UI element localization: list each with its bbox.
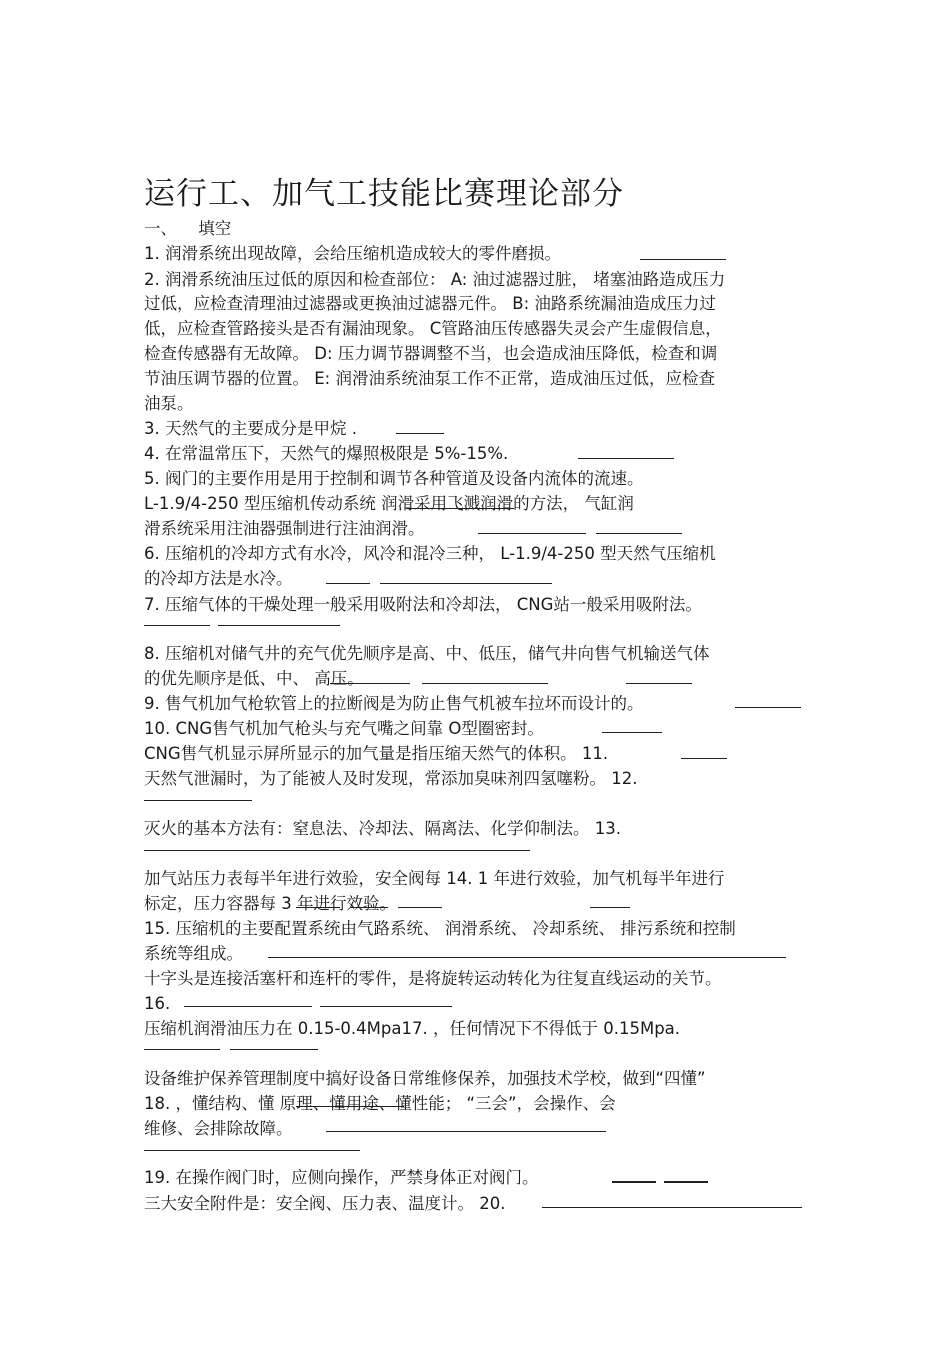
answer-blank bbox=[326, 1131, 606, 1132]
answer-blank bbox=[406, 508, 514, 509]
answer-blank bbox=[612, 1181, 656, 1183]
text-line: L-1.9/4-250 型压缩机传动系统 润滑采用飞溅润滑的方法， 气缸润 bbox=[144, 494, 634, 513]
text-line: 16. bbox=[144, 994, 171, 1013]
answer-blank bbox=[296, 1106, 404, 1107]
answer-blank bbox=[144, 850, 530, 851]
answer-blank bbox=[268, 957, 786, 958]
text-line: 的冷却方法是水冷。 bbox=[144, 569, 293, 588]
answer-blank bbox=[380, 583, 552, 584]
answer-blank bbox=[478, 533, 586, 534]
text-line: 1. 润滑系统出现故障，会给压缩机造成较大的零件磨损。 bbox=[144, 244, 561, 263]
text-line: 5. 阀门的主要作用是用于控制和调节各种管道及设备内流体的流速。 bbox=[144, 469, 644, 488]
text-line: 灭火的基本方法有：窒息法、冷却法、隔离法、化学仰制法。 13. bbox=[144, 819, 621, 838]
answer-blank bbox=[296, 907, 340, 908]
text-line: 油泵。 bbox=[144, 394, 194, 413]
answer-blank bbox=[144, 1049, 220, 1050]
answer-blank bbox=[626, 683, 692, 684]
text-line: CNG售气机显示屏所显示的加气量是指压缩天然气的体积。 11. bbox=[144, 744, 609, 763]
text-line: 过低，应检查清理油过滤器或更换油过滤器元件。 B: 油路系统漏油造成压力过 bbox=[144, 294, 716, 313]
text-line: 15. 压缩机的主要配置系统由气路系统、 润滑系统、 冷却系统、 排污系统和控制 bbox=[144, 919, 736, 938]
text-line: 18. ，懂结构、懂 原理、懂用途、懂性能； “三会”，会操作、会 bbox=[144, 1094, 616, 1113]
answer-blank bbox=[326, 583, 370, 584]
answer-blank bbox=[422, 683, 548, 684]
text-line: 节油压调节器的位置。 E: 润滑油系统油泵工作不正常，造成油压过低，应检查 bbox=[144, 369, 715, 388]
answer-blank bbox=[144, 625, 210, 626]
text-line: 十字头是连接活塞杆和连杆的零件，是将旋转运动转化为往复直线运动的关节。 bbox=[144, 969, 722, 988]
text-line: 3. 天然气的主要成分是甲烷 . bbox=[144, 419, 357, 438]
answer-blank bbox=[218, 625, 340, 626]
text-line: 的优先顺序是低、中、 高压。 bbox=[144, 669, 364, 688]
text-line: 8. 压缩机对储气井的充气优先顺序是高、中、低压，储气井向售气机输送气体 bbox=[144, 644, 710, 663]
answer-blank bbox=[184, 1006, 312, 1007]
text-line: 9. 售气机加气枪软管上的拉断阀是为防止售气机被车拉坏而设计的。 bbox=[144, 694, 644, 713]
answer-blank bbox=[350, 907, 388, 908]
section-number: 一、 bbox=[144, 219, 177, 238]
answer-blank bbox=[330, 683, 410, 684]
answer-blank bbox=[640, 259, 726, 260]
answer-blank bbox=[144, 1150, 360, 1151]
answer-blank bbox=[596, 533, 682, 534]
text-line: 7. 压缩气体的干燥处理一般采用吸附法和冷却法， CNG站一般采用吸附法。 bbox=[144, 595, 702, 614]
answer-blank bbox=[681, 758, 727, 759]
page-title: 运行工、加气工技能比赛理论部分 bbox=[144, 176, 624, 212]
text-line: 维修、会排除故障。 bbox=[144, 1119, 293, 1138]
answer-blank bbox=[664, 1181, 708, 1183]
answer-blank bbox=[320, 1006, 452, 1007]
text-line: 标定，压力容器每 3 年进行效验。 bbox=[144, 894, 396, 913]
text-line: 设备维护保养管理制度中搞好设备日常维修保养，加强技术学校，做到“四懂” bbox=[144, 1069, 706, 1088]
text-line: 加气站压力表每半年进行效验，安全阀每 14. 1 年进行效验，加气机每半年进行 bbox=[144, 869, 725, 888]
section-name: 填空 bbox=[198, 219, 232, 238]
answer-blank bbox=[144, 800, 252, 801]
text-line: 19. 在操作阀门时，应侧向操作，严禁身体正对阀门。 bbox=[144, 1168, 539, 1187]
text-line: 6. 压缩机的冷却方式有水冷，风冷和混冷三种， L-1.9/4-250 型天然气压缩机 bbox=[144, 544, 716, 563]
text-line: 系统等组成。 bbox=[144, 944, 243, 963]
answer-blank bbox=[578, 458, 674, 459]
text-line: 检查传感器有无故障。 D: 压力调节器调整不当，也会造成油压降低，检查和调 bbox=[144, 344, 718, 363]
answer-blank bbox=[602, 732, 662, 733]
answer-blank bbox=[398, 907, 442, 908]
answer-blank bbox=[542, 1207, 802, 1208]
text-line: 2. 润滑系统油压过低的原因和检查部位： A: 油过滤器过脏， 堵塞油路造成压力 bbox=[144, 270, 726, 289]
answer-blank bbox=[590, 907, 630, 908]
answer-blank bbox=[230, 1049, 318, 1050]
text-line: 压缩机润滑油压力在 0.15-0.4Mpa17. ，任何情况下不得低于 0.15Mpa. bbox=[144, 1019, 681, 1038]
answer-blank bbox=[396, 433, 444, 434]
text-line: 滑系统采用注油器强制进行注油润滑。 bbox=[144, 519, 425, 538]
text-line: 低，应检查管路接头是否有漏油现象。 C管路油压传感器失灵会产生虚假信息， bbox=[144, 319, 722, 338]
answer-blank bbox=[735, 707, 801, 708]
text-line: 10. CNG售气机加气枪头与充气嘴之间靠 O型圈密封。 bbox=[144, 719, 544, 738]
section-heading bbox=[144, 217, 231, 241]
text-line: 天然气泄漏时，为了能被人及时发现，常添加臭味剂四氢噻粉。 12. bbox=[144, 769, 638, 788]
text-line: 三大安全附件是：安全阀、压力表、温度计。 20. bbox=[144, 1194, 506, 1213]
text-line: 4. 在常温常压下，天然气的爆照极限是 5%-15%. bbox=[144, 444, 509, 463]
